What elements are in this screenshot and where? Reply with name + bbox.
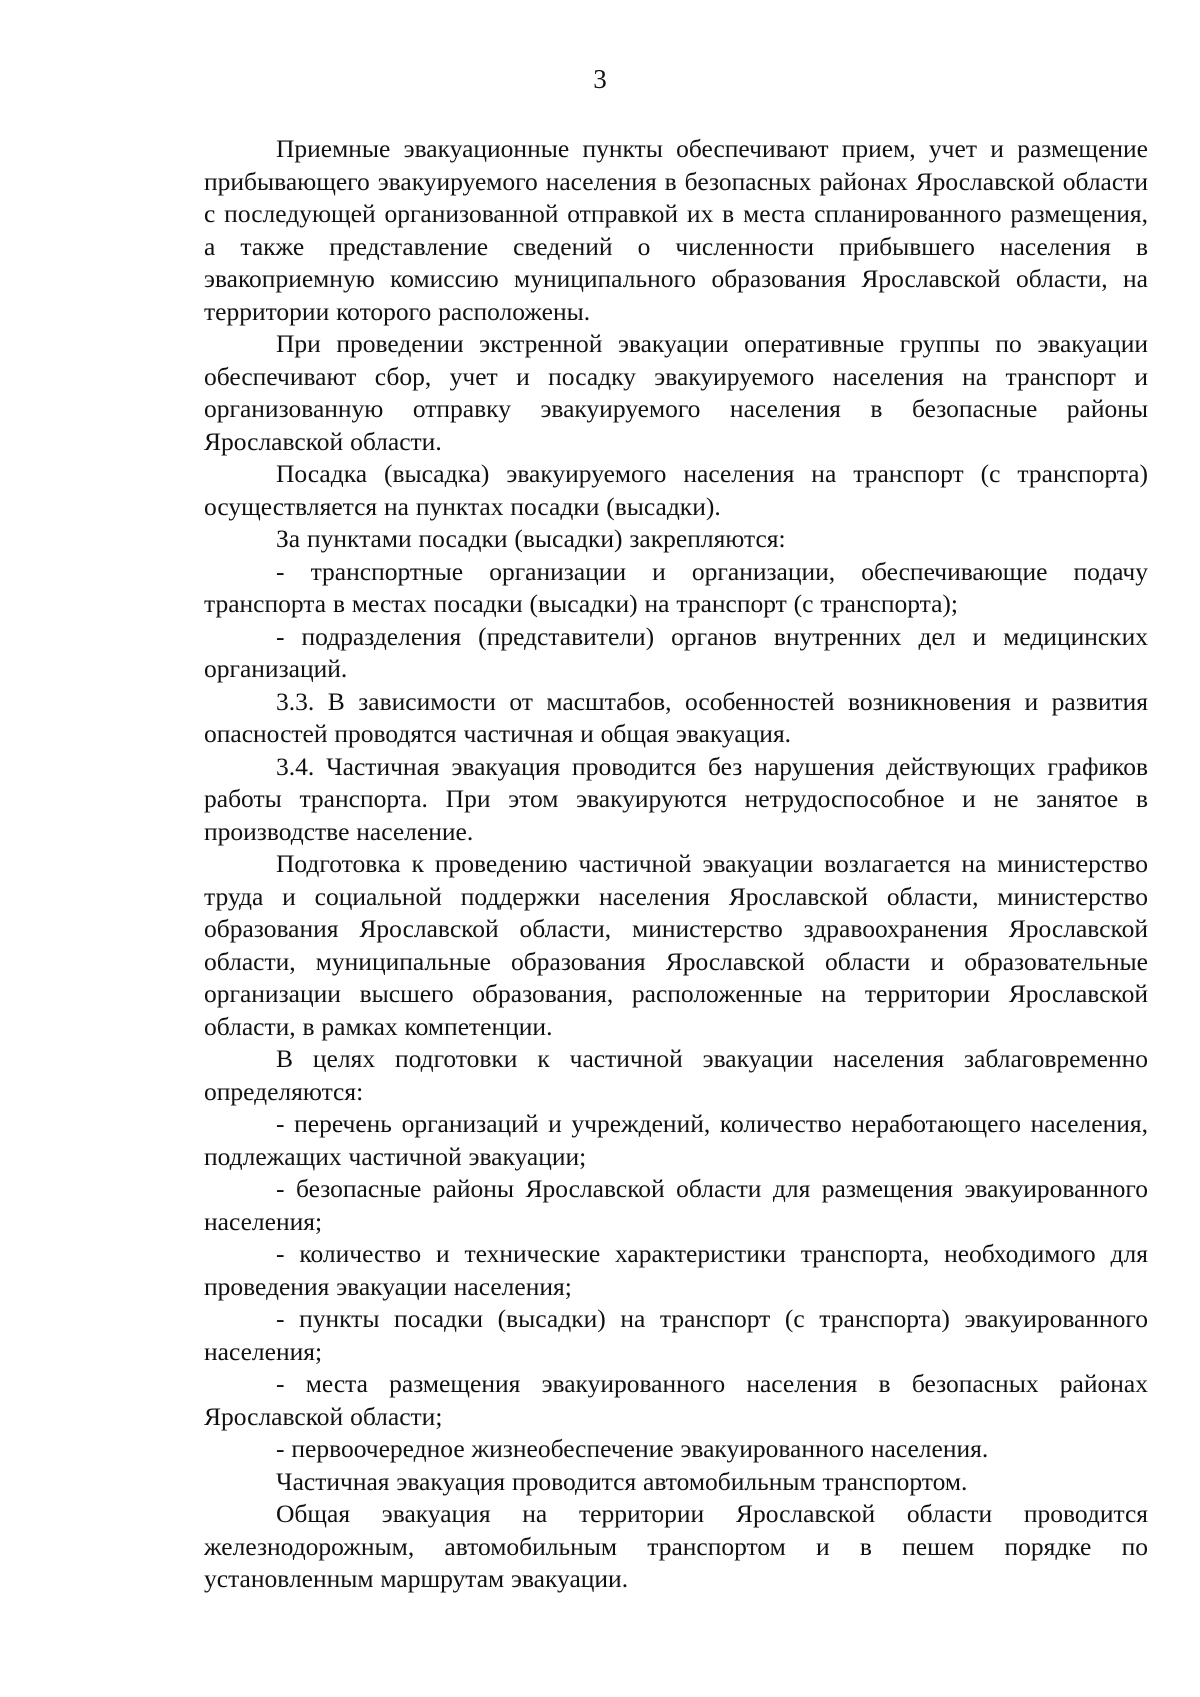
- body-text: [204, 133, 1148, 1596]
- paragraph-reception-points: Приемные эвакуационные пункты обеспечивают прием, учет и размещение прибывающего эвакуируемого населения в безопасных районах Ярославской области с последующей организованной отправкой их в места спланированного размещения, а также представление сведений о численности прибывшего населения в эвакоприемную комиссию муниципального образования Ярославской области, на территории которого расположены.: [204, 134, 1148, 326]
- list-item-police-medical: - подразделения (представители) органов внутренних дел и медицинских организаций.: [204, 621, 1148, 683]
- list-item-organizations: - перечень организаций и учреждений, количество неработающего населения, подлежащих частичной эвакуации;: [204, 1109, 1148, 1171]
- paragraph-section-3-4: 3.4. Частичная эвакуация проводится без нарушения действующих графиков работы транспорта. При этом эвакуируются нетрудоспособное и не занятое в производстве население.: [204, 751, 1148, 846]
- paragraph-partial-by-road: Частичная эвакуация проводится автомобильным транспортом.: [276, 1466, 968, 1496]
- paragraph-preparation: Подготовка к проведению частичной эвакуации возлагается на министерство труда и социальной поддержки населения Ярославской области, министерство образования Ярославской области, министерство здравоохранения Ярославской области, муниципальные образования Ярославской области и образовательные организации высшего образования, расположенные на территории Ярославской области, в рамках компетенции.: [204, 849, 1148, 1041]
- list-item-safe-areas: - безопасные районы Ярославской области для размещения эвакуированного населения;: [204, 1174, 1148, 1236]
- list-item-life-support: - первоочередное жизнеобеспечение эвакуированного населения.: [276, 1434, 989, 1463]
- paragraph-boarding: Посадка (высадка) эвакуируемого населения на транспорт (с транспорта) осуществляется на пунктах посадки (высадки).: [204, 459, 1148, 521]
- paragraph-boarding-assigned: За пунктами посадки (высадки) закрепляются:: [276, 524, 786, 553]
- list-item-boarding-points: - пункты посадки (высадки) на транспорт (с транспорта) эвакуированного населения;: [204, 1304, 1148, 1366]
- paragraph-section-3-3: 3.3. В зависимости от масштабов, особенностей возникновения и развития опасностей проводятся частичная и общая эвакуация.: [204, 686, 1148, 748]
- list-item-transport-orgs: - транспортные организации и организации, обеспечивающие подачу транспорта в местах посадки (высадки) на транспорт (с транспорта);: [204, 556, 1148, 618]
- list-item-placement: - места размещения эвакуированного населения в безопасных районах Ярославской области;: [204, 1369, 1148, 1431]
- page-number: 3: [593, 64, 607, 94]
- list-item-transport-characteristics: - количество и технические характеристики транспорта, необходимого для проведения эвакуации населения;: [204, 1239, 1148, 1301]
- paragraph-general-evacuation: Общая эвакуация на территории Ярославской области проводится железнодорожным, автомобильным транспортом и в пешем порядке по установленным маршрутам эвакуации.: [204, 1499, 1148, 1593]
- paragraph-emergency-evacuation: При проведении экстренной эвакуации оперативные группы по эвакуации обеспечивают сбор, учет и посадку эвакуируемого населения на транспорт и организованную отправку эвакуируемого населения в безопасные районы Ярославской области.: [204, 329, 1148, 456]
- paragraph-advance-determination: В целях подготовки к частичной эвакуации населения заблаговременно определяются:: [204, 1044, 1148, 1106]
